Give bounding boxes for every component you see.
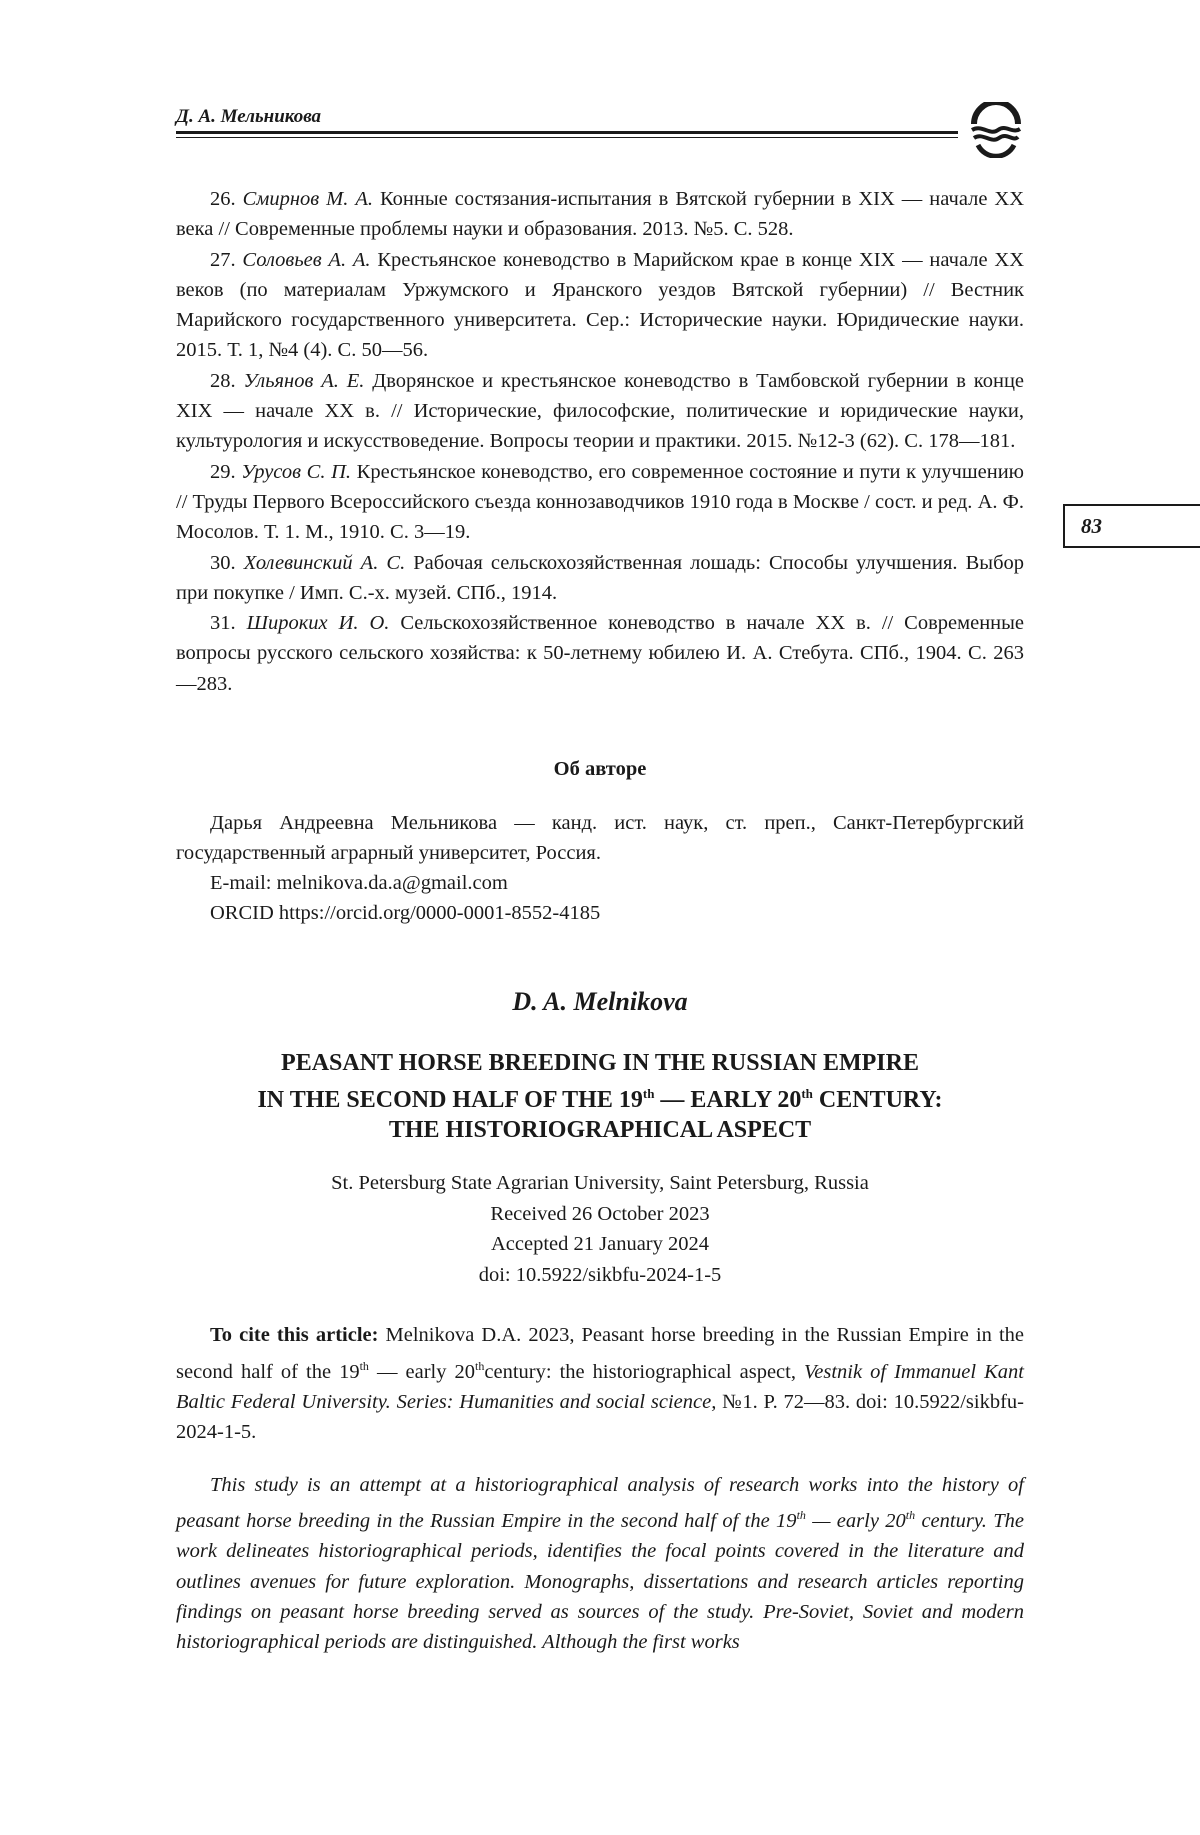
reference-author: Урусов С. П. xyxy=(241,460,352,483)
header-author: Д. А. Мельникова xyxy=(176,106,322,127)
reference-text: Рабочая сельскохозяйственная лошадь: Способы улучшения. Выбор при покупке / Имп. С.-х. музей. СПб., 1914. xyxy=(176,551,1025,604)
english-title xyxy=(176,1048,1024,1146)
author-bio: Дарья Андреевна Мельникова — канд. ист. наук, ст. преп., Санкт-Петербургский государственный аграрный университет, Россия. xyxy=(176,812,1024,864)
page-number-box xyxy=(1063,504,1200,548)
citation-label: To cite this article: xyxy=(210,1324,379,1346)
reference-text: Сельскохозяйственное коневодство в начале XX в. // Современные вопросы русского сельского хозяйства: к 50-летнему юбилею И. А. Стебута. СПб., 1904. С. 263—283. xyxy=(176,612,1025,695)
citation-paragraph: To cite this article: Melnikova D.A. 2023, Peasant horse breeding in the Russian Empire in the second half of the 19th — early 20thcentury: the historiographical aspect, Vestnik of Immanuel Kant Baltic Federal University. Series: Humanities and social science, №1. P. 72—83. doi: 10.5922/sikbfu-2024-1-5. xyxy=(176,1324,1024,1444)
reference-number: 28. xyxy=(210,369,236,392)
reference-number: 27. xyxy=(210,248,236,271)
reference-number: 30. xyxy=(210,551,236,574)
reference-author: Широких И. О. xyxy=(246,612,390,635)
affiliation: St. Petersburg State Agrarian University, Saint Petersburg, Russia xyxy=(331,1172,869,1194)
about-author-heading: Об авторе xyxy=(553,758,647,780)
title-line-3: THE HISTORIOGRAPHICAL ASPECT xyxy=(388,1117,812,1143)
reference-author: Ульянов А. Е. xyxy=(243,369,365,392)
reference-item xyxy=(176,548,1024,609)
doi: doi: 10.5922/sikbfu-2024-1-5 xyxy=(478,1263,722,1286)
header-rule-thin xyxy=(176,137,958,138)
journal-wave-logo-icon xyxy=(968,102,1024,158)
reference-item xyxy=(176,608,1024,699)
author-email: E-mail: melnikova.da.a@gmail.com xyxy=(210,872,508,894)
reference-author: Холевинский А. С. xyxy=(243,551,406,574)
reference-number: 29. xyxy=(210,460,236,483)
reference-author: Смирнов М. А. xyxy=(242,188,374,210)
header-rule-thick xyxy=(176,131,958,134)
received-date: Received 26 October 2023 xyxy=(490,1202,710,1225)
reference-item xyxy=(176,245,1024,366)
reference-number: 26. xyxy=(210,188,236,210)
reference-text: Дворянское и крестьянское коневодство в Тамбовской губернии в конце XIX — начале XX в. // Исторические, философские, политические и юридические науки, культурология и искусствоведение. Вопросы теории и практики. 2015. №12-3 (62). С. 178—181. xyxy=(176,369,1025,453)
reference-text: Крестьянское коневодство в Марийском крае в конце XIX — начале XX веков (по материалам Уржумского и Яранского уездов Вятской губернии) // Вестник Марийского государственного университета. Сер.: Исторические науки. Юридические науки. 2015. Т. 1, №4 (4). С. 50—56. xyxy=(176,248,1024,362)
abstract-paragraph: This study is an attempt at a historiographical analysis of research works into the history of peasant horse breeding in the Russian Empire in the second half of the 19th — early 20th century. The work delineates historiographical periods, identifies the focal points covered in the literature and outlines avenues for future exploration. Monographs, dissertations and research articles reporting findings on peasant horse breeding served as sources of the study. Pre-Soviet, Soviet and modern historiographical periods are distinguished. Although the first works xyxy=(176,1474,1024,1654)
article-meta xyxy=(176,1168,1024,1290)
reference-item xyxy=(176,457,1024,548)
reference-number: 31. xyxy=(210,612,236,635)
references-list xyxy=(176,184,1024,699)
title-line-2: IN THE SECOND HALF OF THE 19th — EARLY 20th CENTURY: xyxy=(257,1085,943,1113)
english-author: D. A. Melnikova xyxy=(512,987,688,1016)
accepted-date: Accepted 21 January 2024 xyxy=(490,1233,710,1255)
reference-item xyxy=(176,184,1024,245)
title-line-1: PEASANT HORSE BREEDING IN THE RUSSIAN EMPIRE xyxy=(281,1050,919,1076)
citation-journal: Vestnik of Immanuel Kant Baltic Federal University. Series: Humanities and social science, xyxy=(176,1360,1024,1413)
reference-item xyxy=(176,366,1024,457)
reference-text: Конные состязания-испытания в Вятской губернии в XIX — начале XX века // Современные проблемы науки и образования. 2013. №5. С. 528. xyxy=(176,188,1025,241)
reference-text: Крестьянское коневодство, его современное состояние и пути к улучшению // Труды Первого Всероссийского съезда коннозаводчиков 1910 года в Москве / сост. и ред. А. Ф. Мосолов. Т. 1. М., 1910. С. 3—19. xyxy=(176,460,1024,544)
about-author-section xyxy=(176,808,1024,928)
author-orcid: ORCID https://orcid.org/0000-0001-8552-4185 xyxy=(210,902,601,924)
running-header xyxy=(176,100,1024,160)
reference-author: Соловьев А. А. xyxy=(242,248,371,271)
page-number: 83 xyxy=(1081,514,1102,538)
